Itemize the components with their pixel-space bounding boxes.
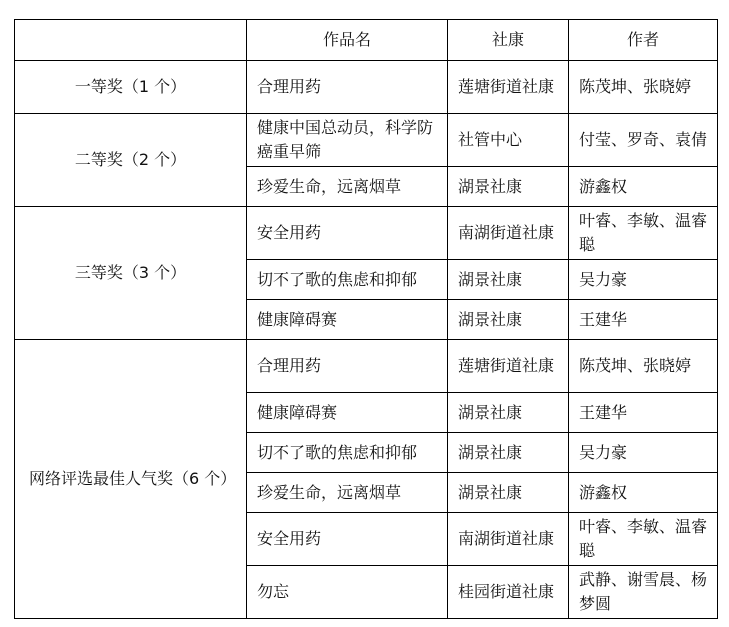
author-cell: 武静、谢雪晨、杨梦圆 bbox=[569, 566, 718, 619]
work-name-cell: 健康中国总动员，科学防癌重早筛 bbox=[247, 114, 448, 167]
work-name-cell: 珍爱生命，远离烟草 bbox=[247, 473, 448, 513]
header-row bbox=[15, 20, 718, 61]
work-name-cell: 切不了歌的焦虑和抑郁 bbox=[247, 260, 448, 300]
header-award bbox=[15, 20, 247, 61]
award-third-prize: 三等奖（3 个） bbox=[15, 207, 247, 340]
community-cell: 湖景社康 bbox=[448, 393, 569, 433]
table-row bbox=[15, 114, 718, 167]
author-cell: 叶睿、李敏、温睿聪 bbox=[569, 207, 718, 260]
author-cell: 游鑫权 bbox=[569, 167, 718, 207]
awards-table-container bbox=[14, 19, 718, 619]
work-name-cell: 安全用药 bbox=[247, 207, 448, 260]
work-name-cell: 安全用药 bbox=[247, 513, 448, 566]
table-row bbox=[15, 61, 718, 114]
work-name-cell: 切不了歌的焦虑和抑郁 bbox=[247, 433, 448, 473]
community-cell: 社管中心 bbox=[448, 114, 569, 167]
community-cell: 莲塘街道社康 bbox=[448, 340, 569, 393]
work-name-cell: 合理用药 bbox=[247, 340, 448, 393]
author-cell: 陈茂坤、张晓婷 bbox=[569, 61, 718, 114]
community-cell: 桂园街道社康 bbox=[448, 566, 569, 619]
author-cell: 付莹、罗奇、袁倩 bbox=[569, 114, 718, 167]
header-author: 作者 bbox=[569, 20, 718, 61]
community-cell: 南湖街道社康 bbox=[448, 207, 569, 260]
work-name-cell: 合理用药 bbox=[247, 61, 448, 114]
award-second-prize: 二等奖（2 个） bbox=[15, 114, 247, 207]
work-name-cell: 健康障碍赛 bbox=[247, 393, 448, 433]
author-cell: 王建华 bbox=[569, 393, 718, 433]
work-name-cell: 勿忘 bbox=[247, 566, 448, 619]
community-cell: 南湖街道社康 bbox=[448, 513, 569, 566]
author-cell: 王建华 bbox=[569, 300, 718, 340]
community-cell: 湖景社康 bbox=[448, 433, 569, 473]
work-name-cell: 健康障碍赛 bbox=[247, 300, 448, 340]
header-community: 社康 bbox=[448, 20, 569, 61]
author-cell: 游鑫权 bbox=[569, 473, 718, 513]
table-row bbox=[15, 207, 718, 260]
author-cell: 吴力豪 bbox=[569, 260, 718, 300]
author-cell: 吴力豪 bbox=[569, 433, 718, 473]
author-cell: 陈茂坤、张晓婷 bbox=[569, 340, 718, 393]
table-row bbox=[15, 340, 718, 393]
awards-table bbox=[14, 19, 718, 619]
community-cell: 湖景社康 bbox=[448, 473, 569, 513]
award-online-popularity: 网络评选最佳人气奖（6 个） bbox=[15, 340, 247, 619]
community-cell: 湖景社康 bbox=[448, 167, 569, 207]
community-cell: 湖景社康 bbox=[448, 300, 569, 340]
work-name-cell: 珍爱生命，远离烟草 bbox=[247, 167, 448, 207]
community-cell: 湖景社康 bbox=[448, 260, 569, 300]
header-work-name: 作品名 bbox=[247, 20, 448, 61]
award-first-prize: 一等奖（1 个） bbox=[15, 61, 247, 114]
community-cell: 莲塘街道社康 bbox=[448, 61, 569, 114]
author-cell: 叶睿、李敏、温睿聪 bbox=[569, 513, 718, 566]
